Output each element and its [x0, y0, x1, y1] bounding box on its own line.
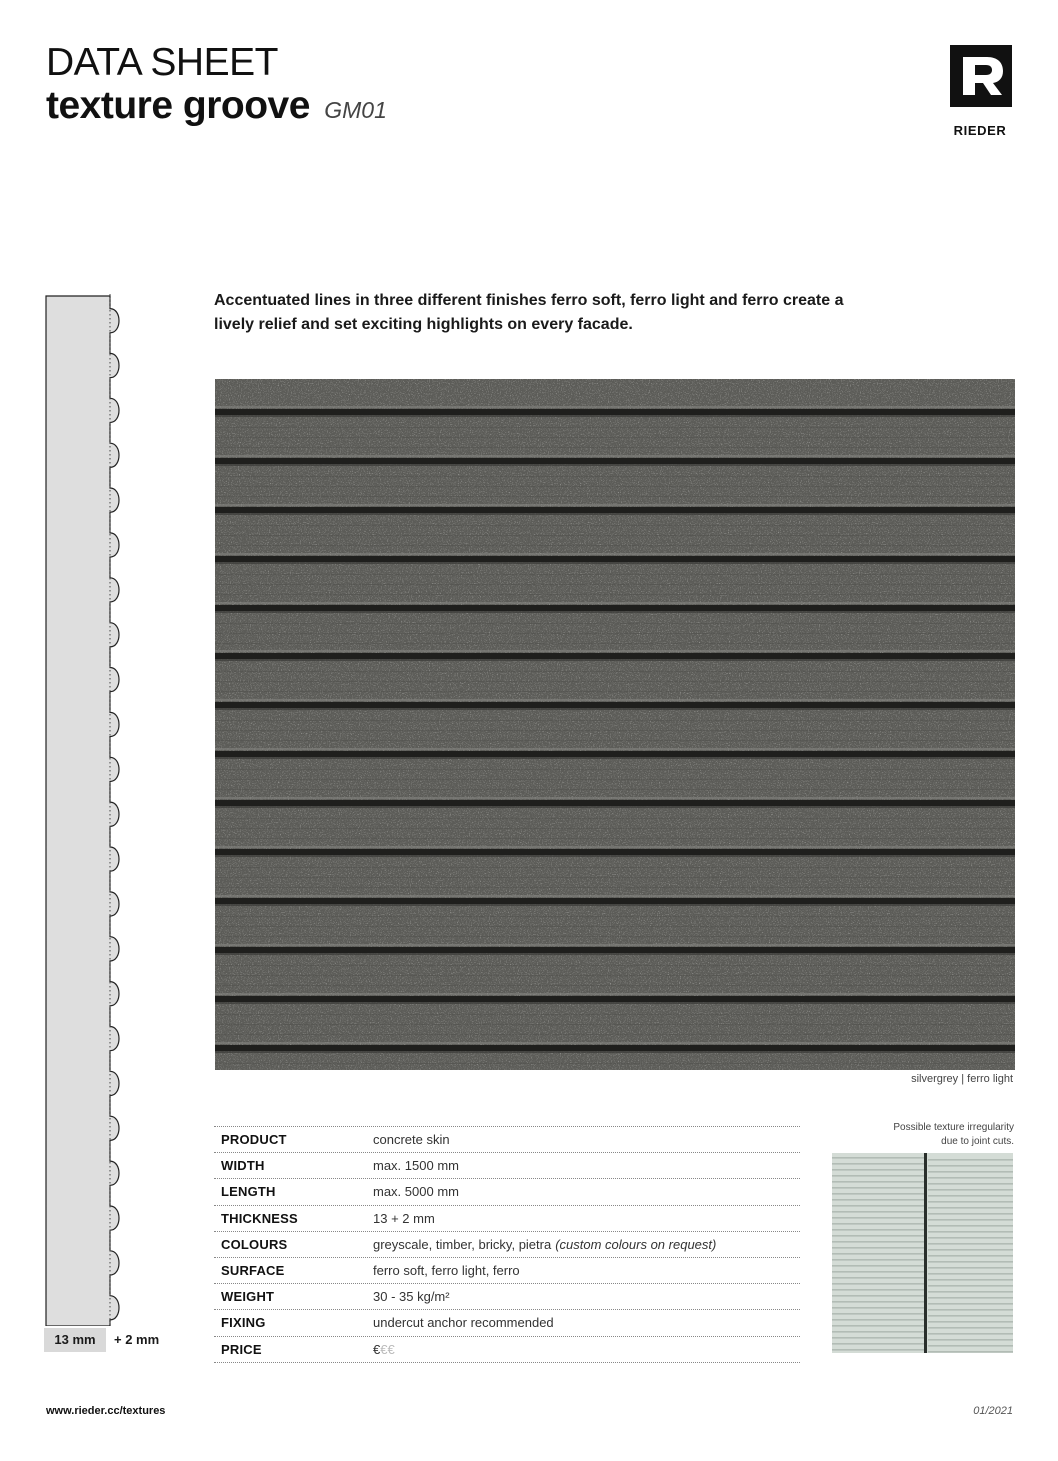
spec-key: LENGTH: [221, 1184, 276, 1200]
thickness-label: 13 mm: [44, 1328, 106, 1352]
spec-note: (custom colours on request): [555, 1236, 717, 1252]
groove-line: [215, 458, 1015, 464]
groove-line: [215, 947, 1015, 953]
texture-depth-label: + 2 mm: [114, 1332, 160, 1347]
spec-row-price: [214, 1336, 800, 1363]
joint-line: [924, 1153, 927, 1353]
brand-name: RIEDER: [953, 123, 1007, 138]
groove-line: [215, 507, 1015, 513]
spec-table: [214, 1126, 800, 1363]
intro-text: Accentuated lines in three different finishes ferro soft, ferro light and ferro create a lively relief and set exciting highlights on every facade.: [214, 292, 844, 333]
profile-shape: [46, 296, 119, 1326]
groove-line: [215, 800, 1015, 806]
groove-line: [215, 898, 1015, 904]
spec-value: 30 - 35 kg/m²: [373, 1289, 450, 1305]
product-code: GM01: [324, 97, 387, 123]
profile-cross-section: [44, 294, 134, 1326]
groove-line: [215, 702, 1015, 708]
spec-row-weight: [214, 1283, 800, 1309]
spec-row-product: [214, 1126, 800, 1152]
groove-line: [215, 996, 1015, 1002]
price-rating: [373, 1342, 800, 1357]
groove-line: [215, 605, 1015, 611]
texture-photo: [215, 379, 1015, 1070]
spec-value: ferro soft, ferro light, ferro: [373, 1263, 520, 1279]
footer-website-link[interactable]: www.rieder.cc/textures: [46, 1405, 166, 1417]
spec-value: greyscale, timber, bricky, pietra (custom colours on request): [373, 1236, 717, 1252]
spec-key: COLOURS: [221, 1236, 288, 1252]
price-inactive: €€: [380, 1341, 395, 1357]
spec-value: max. 5000 mm: [373, 1184, 459, 1200]
spec-key: PRODUCT: [221, 1132, 287, 1148]
spec-row-colours: [214, 1231, 800, 1257]
spec-row-width: [214, 1152, 800, 1178]
groove-line: [215, 751, 1015, 757]
groove-line: [215, 556, 1015, 562]
spec-key: THICKNESS: [221, 1210, 298, 1226]
spec-row-surface: [214, 1257, 800, 1283]
groove-line: [215, 653, 1015, 659]
page-title-line1: DATA SHEET: [46, 41, 278, 84]
product-name: texture groove: [46, 84, 310, 127]
groove-line: [215, 849, 1015, 855]
groove-line: [215, 409, 1015, 415]
spec-key: WEIGHT: [221, 1289, 275, 1305]
spec-key: PRICE: [221, 1341, 262, 1357]
spec-row-fixing: [214, 1309, 800, 1335]
spec-key: FIXING: [221, 1315, 266, 1331]
spec-key: WIDTH: [221, 1158, 265, 1174]
spec-value: max. 1500 mm: [373, 1158, 459, 1174]
spec-key: SURFACE: [221, 1263, 285, 1279]
rieder-logo-icon: [950, 45, 1012, 107]
joint-note: Possible texture irregularity due to joint cuts.: [893, 1122, 1014, 1147]
footer-date: 01/2021: [973, 1405, 1013, 1417]
page-title-line2: [46, 84, 387, 132]
joint-cut-photo: [832, 1153, 1013, 1353]
spec-row-thickness: [214, 1205, 800, 1231]
photo-grain: [215, 379, 1015, 1070]
spec-value: undercut anchor recommended: [373, 1315, 554, 1331]
photo-caption: silvergrey | ferro light: [911, 1073, 1013, 1085]
spec-row-length: [214, 1178, 800, 1204]
spec-value: 13 + 2 mm: [373, 1210, 435, 1226]
price-active: €: [373, 1341, 381, 1357]
groove-line: [215, 1045, 1015, 1051]
spec-value: concrete skin: [373, 1132, 450, 1148]
